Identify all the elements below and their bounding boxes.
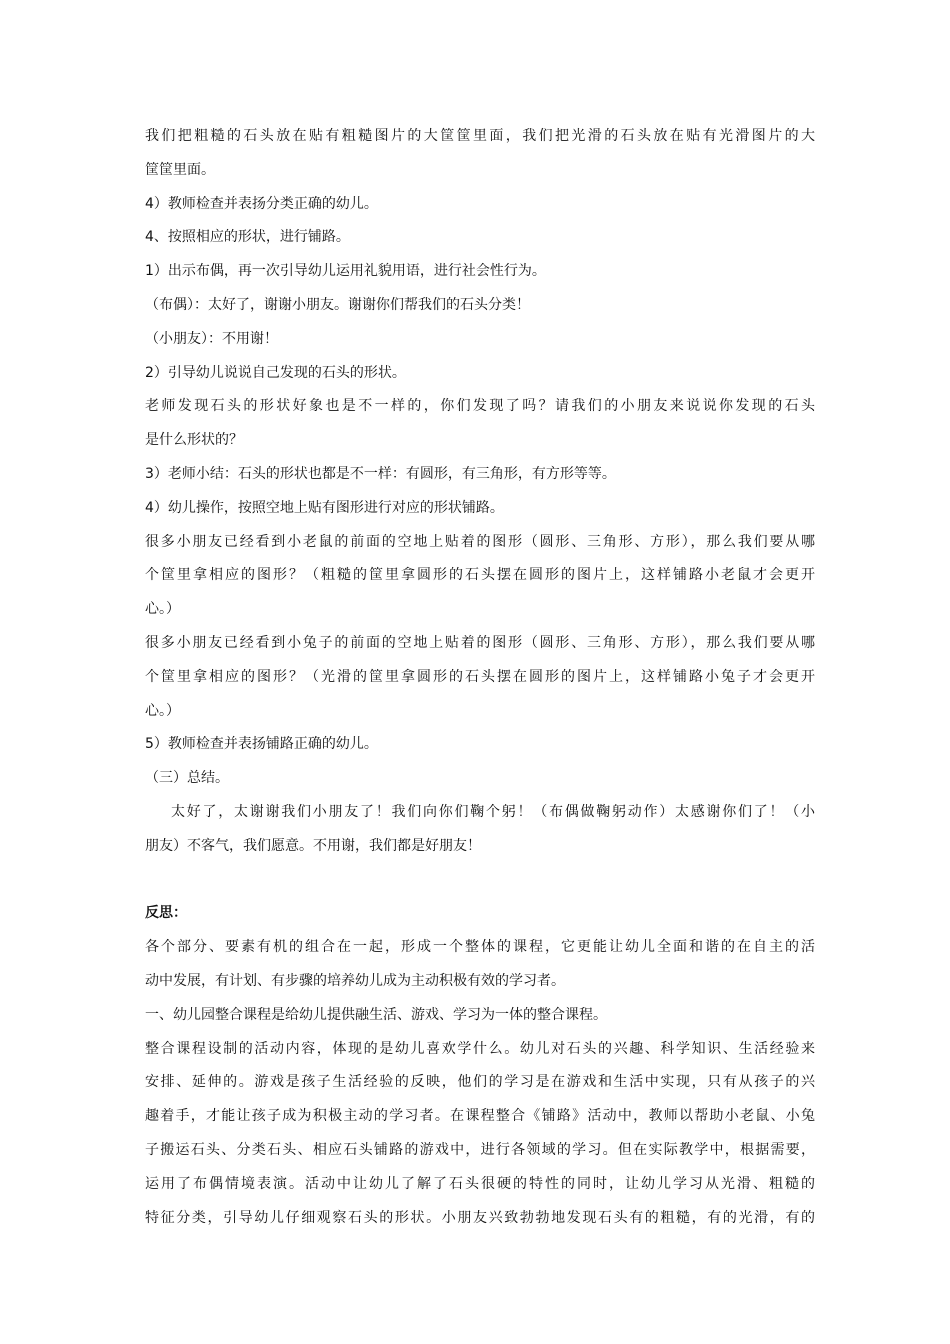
paragraph-line: 很多小朋友已经看到小兔子的前面的空地上贴着的图形（圆形、三角形、方形），那么我们要从哪 — [145, 634, 815, 651]
reflection-heading: 反思： — [145, 905, 187, 922]
step-item: 4）幼儿操作，按照空地上贴有图形进行对应的形状铺路。 — [145, 499, 504, 516]
paragraph-line: 老师发现石头的形状好象也是不一样的，你们发现了吗？请我们的小朋友来说说你发现的石头 — [145, 398, 815, 415]
paragraph-line: 个筐里拿相应的图形？（粗糙的筐里拿圆形的石头摆在圆形的图片上，这样铺路小老鼠才会更开 — [145, 567, 815, 584]
reflection-line: 各个部分、要素有机的组合在一起，形成一个整体的课程，它更能让幼儿全面和谐的在自主的活 — [145, 939, 815, 956]
reflection-line: 整合课程设制的活动内容，体现的是幼儿喜欢学什么。幼儿对石头的兴趣、科学知识、生活经验来 — [145, 1040, 815, 1057]
dialogue-line: （布偶）：太好了，谢谢小朋友。谢谢你们帮我们的石头分类！ — [145, 296, 530, 313]
section-heading: （三）总结。 — [145, 770, 229, 787]
paragraph-line: 朋友）不客气，我们愿意。不用谢，我们都是好朋友！ — [145, 837, 481, 854]
reflection-line: 特征分类，引导幼儿仔细观察石头的形状。小朋友兴致勃勃地发现石头有的粗糙，有的光滑，有的 — [145, 1209, 815, 1226]
step-item: 3）老师小结：石头的形状也都是不一样：有圆形，有三角形，有方形等等。 — [145, 465, 616, 482]
blank-line — [145, 864, 815, 898]
paragraph-line: 心。） — [145, 702, 180, 719]
reflection-line: 子搬运石头、分类石头、相应石头铺路的游戏中，进行各领域的学习。但在实际教学中，根据需要， — [145, 1141, 815, 1158]
paragraph-line: 是什么形状的？ — [145, 432, 243, 449]
reflection-line: 一、幼儿园整合课程是给幼儿提供融生活、游戏、学习为一体的整合课程。 — [145, 1006, 607, 1023]
step-item: 2）引导幼儿说说自己发现的石头的形状。 — [145, 364, 406, 381]
reflection-line: 动中发展，有计划、有步骤的培养幼儿成为主动积极有效的学习者。 — [145, 972, 565, 989]
paragraph-line: 心。） — [145, 601, 180, 618]
lesson-procedure-section — [145, 120, 815, 1235]
paragraph-line: 太好了，太谢谢我们小朋友了！我们向你们鞠个躬！（布偶做鞠躬动作）太感谢你们了！（小 — [171, 803, 815, 820]
paragraph-line: 筐筐里面。 — [145, 161, 215, 178]
dialogue-line: （小朋友）：不用谢！ — [145, 330, 278, 347]
step-item: 4）教师检查并表扬分类正确的幼儿。 — [145, 195, 378, 212]
paragraph-line: 我们把粗糙的石头放在贴有粗糙图片的大筐筐里面，我们把光滑的石头放在贴有光滑图片的大 — [145, 128, 815, 144]
reflection-line: 趣着手，才能让孩子成为积极主动的学习者。在课程整合《铺路》活动中，教师以帮助小老鼠、小兔 — [145, 1108, 815, 1125]
step-heading: 4、按照相应的形状，进行铺路。 — [145, 229, 350, 246]
paragraph-line: 个筐里拿相应的图形？（光滑的筐里拿圆形的石头摆在圆形的图片上，这样铺路小兔子才会更开 — [145, 668, 815, 685]
reflection-line: 运用了布偶情境表演。活动中让幼儿了解了石头很硬的特性的同时，让幼儿学习从光滑、粗糙的 — [145, 1175, 815, 1192]
reflection-line: 安排、延伸的。游戏是孩子生活经验的反映，他们的学习是在游戏和生活中实现，只有从孩子的兴 — [145, 1074, 815, 1091]
paragraph-line: 很多小朋友已经看到小老鼠的前面的空地上贴着的图形（圆形、三角形、方形），那么我们要从哪 — [145, 533, 815, 550]
step-item: 5）教师检查并表扬铺路正确的幼儿。 — [145, 736, 378, 753]
step-item: 1）出示布偶，再一次引导幼儿运用礼貌用语，进行社会性行为。 — [145, 263, 546, 280]
